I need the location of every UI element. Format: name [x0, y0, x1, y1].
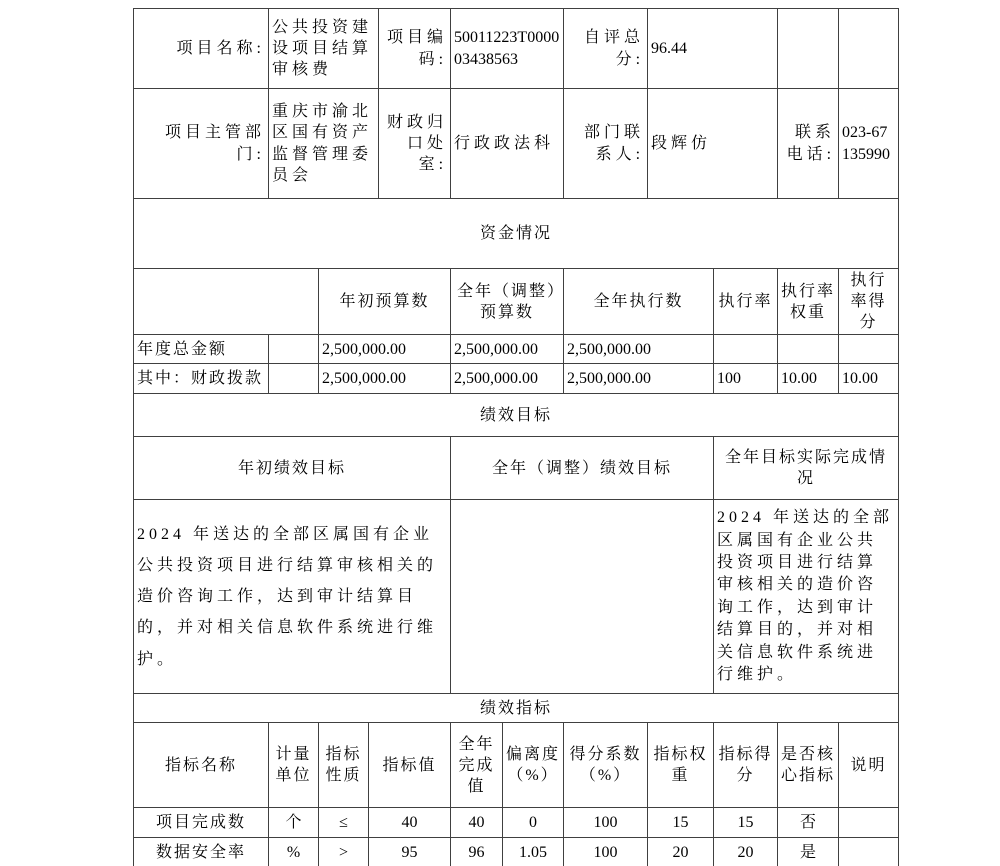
- indicator-header-unit: 计量单位: [269, 723, 319, 808]
- funding-adjusted-value: 2,500,000.00: [451, 364, 564, 394]
- indicator-score-coef: 100: [564, 808, 648, 838]
- indicator-is-core: 是: [778, 838, 839, 866]
- funding-rate-weight-value: 10.00: [778, 364, 839, 394]
- indicator-data-row: [134, 808, 899, 838]
- indicator-header-target: 指标值: [369, 723, 451, 808]
- funding-row-label: 年度总金额: [134, 335, 269, 364]
- performance-evaluation-table: [133, 8, 899, 866]
- indicator-header-deviation: 偏离度（%）: [503, 723, 564, 808]
- goals-header-row: [134, 437, 899, 500]
- empty-cell: [269, 335, 319, 364]
- phone-value: 023-67135990: [839, 89, 899, 199]
- indicator-header-nature: 指标性质: [319, 723, 369, 808]
- indicators-header-row: [134, 723, 899, 808]
- indicator-weight: 20: [648, 838, 714, 866]
- actual-completion-text: 2024 年送达的全部区属国有企业公共投资项目进行结算审核相关的造价咨询工作，达到审计结算目的，并对相关信息软件系统进行维护。: [714, 500, 899, 694]
- funding-header-rate-weight: 执行率权重: [778, 269, 839, 335]
- indicator-deviation: 0: [503, 808, 564, 838]
- funding-header-initial: 年初预算数: [319, 269, 451, 335]
- finance-office-value: 行政政法科: [451, 89, 564, 199]
- phone-label: 联系电话:: [778, 89, 839, 199]
- indicator-header-is-core: 是否核心指标: [778, 723, 839, 808]
- indicator-name: 项目完成数: [134, 808, 269, 838]
- dept-label: 项目主管部门:: [134, 89, 269, 199]
- goals-header-actual: 全年目标实际完成情况: [714, 437, 899, 500]
- funding-row-label: 其中：财政拨款: [134, 364, 269, 394]
- indicator-score-coef: 100: [564, 838, 648, 866]
- project-name-value: 公共投资建设项目结算审核费: [269, 9, 379, 89]
- empty-cell: [839, 9, 899, 89]
- funding-header-rate: 执行率: [714, 269, 778, 335]
- project-name-label: 项目名称:: [134, 9, 269, 89]
- indicator-header-note: 说明: [839, 723, 899, 808]
- indicators-section-title: 绩效指标: [134, 694, 899, 723]
- funding-section-title: 资金情况: [134, 199, 899, 269]
- empty-cell: [778, 9, 839, 89]
- funding-data-row: [134, 364, 899, 394]
- indicator-score: 20: [714, 838, 778, 866]
- contact-label: 部门联系人:: [564, 89, 648, 199]
- adjusted-goal-text: [451, 500, 714, 694]
- funding-title-row: [134, 199, 899, 269]
- initial-goal-text: 2024 年送达的全部区属国有企业公共投资项目进行结算审核相关的造价咨询工作，达到审计结算目的，并对相关信息软件系统进行维护。: [134, 500, 451, 694]
- indicator-deviation: 1.05: [503, 838, 564, 866]
- funding-rate-value: 100: [714, 364, 778, 394]
- funding-rate-score-value: [839, 335, 899, 364]
- funding-data-row: [134, 335, 899, 364]
- indicator-is-core: 否: [778, 808, 839, 838]
- funding-header-rate-score: 执行率得分: [839, 269, 899, 335]
- project-code-label: 项目编码:: [379, 9, 451, 89]
- indicator-header-score: 指标得分: [714, 723, 778, 808]
- funding-header-executed: 全年执行数: [564, 269, 714, 335]
- indicator-nature: >: [319, 838, 369, 866]
- indicator-weight: 15: [648, 808, 714, 838]
- project-info-row-2: [134, 89, 899, 199]
- empty-cell: [134, 269, 319, 335]
- indicator-header-score-coef: 得分系数（%）: [564, 723, 648, 808]
- empty-cell: [269, 364, 319, 394]
- indicator-header-completed: 全年完成值: [451, 723, 503, 808]
- indicator-note: [839, 808, 899, 838]
- self-score-value: 96.44: [648, 9, 778, 89]
- indicator-target: 40: [369, 808, 451, 838]
- funding-rate-score-value: 10.00: [839, 364, 899, 394]
- funding-executed-value: 2,500,000.00: [564, 335, 714, 364]
- funding-adjusted-value: 2,500,000.00: [451, 335, 564, 364]
- indicator-header-name: 指标名称: [134, 723, 269, 808]
- indicator-nature: ≤: [319, 808, 369, 838]
- indicator-completed: 96: [451, 838, 503, 866]
- goals-header-initial: 年初绩效目标: [134, 437, 451, 500]
- indicator-note: [839, 838, 899, 866]
- indicator-score: 15: [714, 808, 778, 838]
- goals-content-row: [134, 500, 899, 694]
- indicators-title-row: [134, 694, 899, 723]
- indicator-target: 95: [369, 838, 451, 866]
- funding-rate-weight-value: [778, 335, 839, 364]
- contact-value: 段辉仿: [648, 89, 778, 199]
- goals-title-row: [134, 394, 899, 437]
- funding-initial-value: 2,500,000.00: [319, 335, 451, 364]
- funding-executed-value: 2,500,000.00: [564, 364, 714, 394]
- indicator-name: 数据安全率: [134, 838, 269, 866]
- indicator-completed: 40: [451, 808, 503, 838]
- dept-value: 重庆市渝北区国有资产监督管理委员会: [269, 89, 379, 199]
- project-code-value: 50011223T000003438563: [451, 9, 564, 89]
- self-score-label: 自评总分:: [564, 9, 648, 89]
- goals-header-adjusted: 全年（调整）绩效目标: [451, 437, 714, 500]
- goals-section-title: 绩效目标: [134, 394, 899, 437]
- funding-initial-value: 2,500,000.00: [319, 364, 451, 394]
- indicator-data-row: [134, 838, 899, 866]
- indicator-header-weight: 指标权重: [648, 723, 714, 808]
- project-info-row-1: [134, 9, 899, 89]
- funding-rate-value: [714, 335, 778, 364]
- indicator-unit: %: [269, 838, 319, 866]
- indicator-unit: 个: [269, 808, 319, 838]
- funding-header-adjusted: 全年（调整）预算数: [451, 269, 564, 335]
- finance-office-label: 财政归口处室:: [379, 89, 451, 199]
- funding-header-row: [134, 269, 899, 335]
